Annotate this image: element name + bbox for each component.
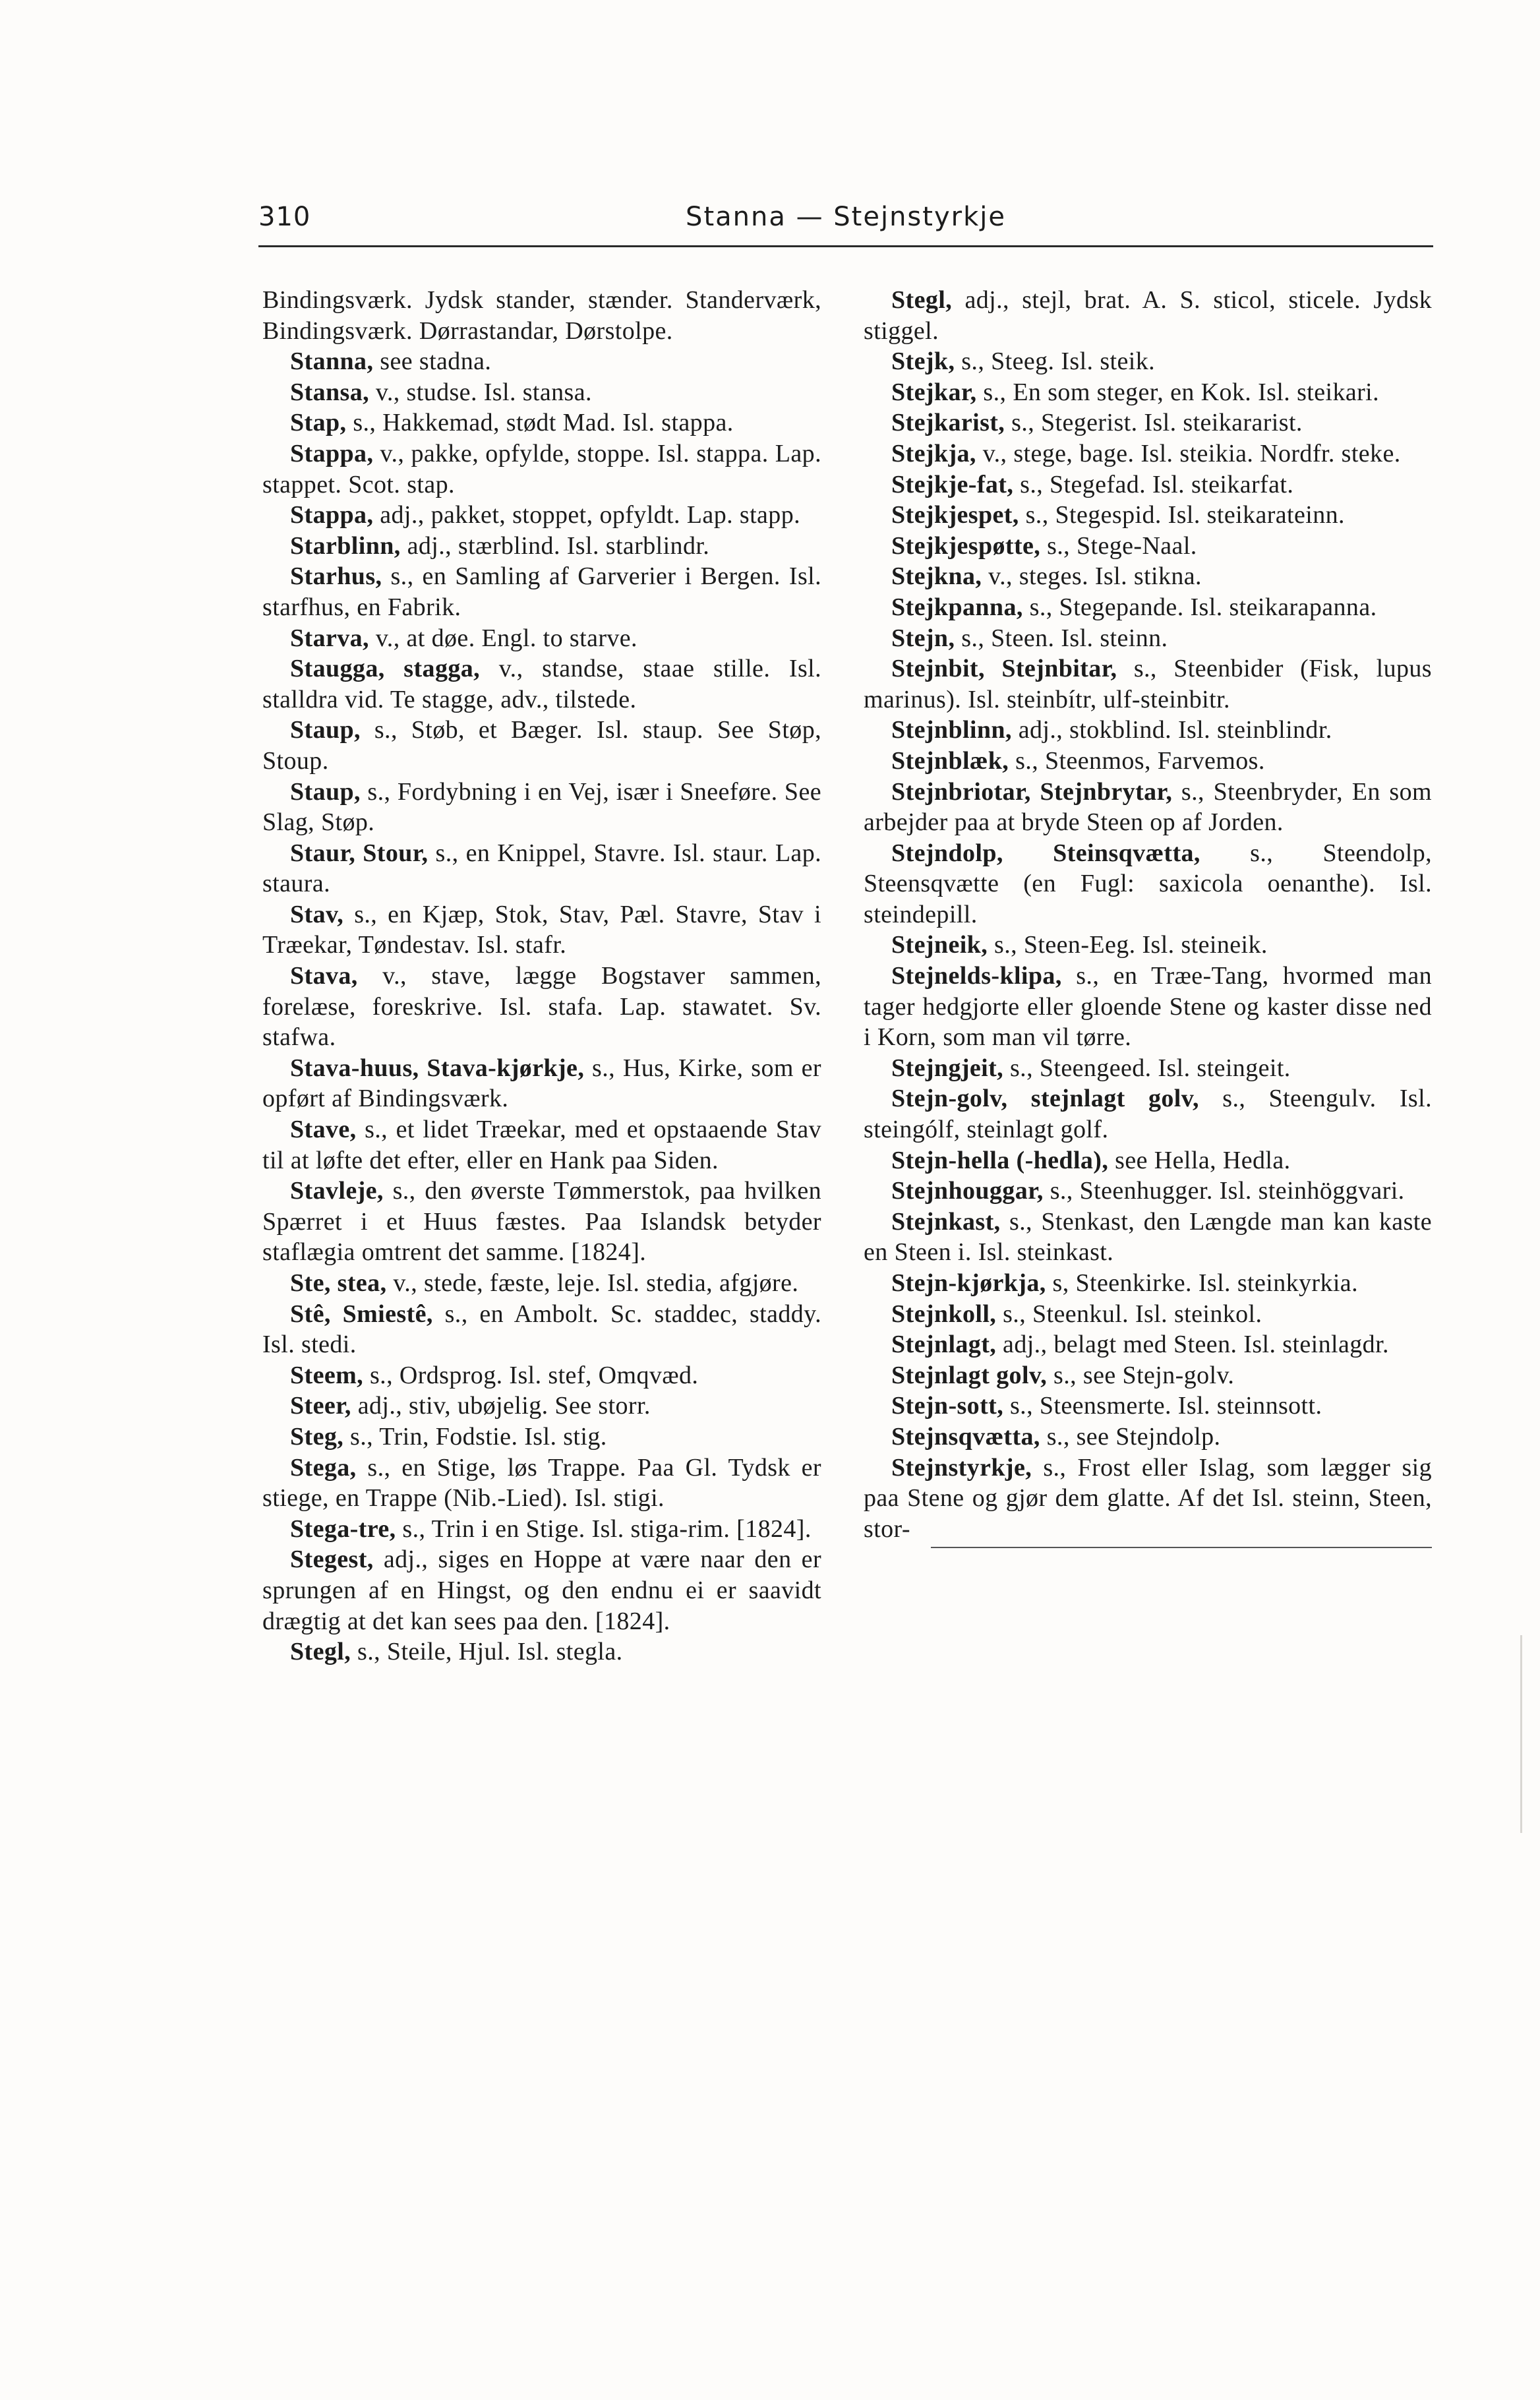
dictionary-entry (864, 500, 1432, 531)
page-number: 310 (258, 202, 311, 232)
entry-headword: Stejnstyrkje, (891, 1453, 1032, 1482)
entry-headword: Stanna, (290, 347, 374, 376)
entry-headword: Ste, stea, (290, 1269, 387, 1297)
entry-definition: s., see Stejn-golv. (1047, 1361, 1235, 1389)
entry-definition: s., en Samling af Garverier i Bergen. Isl. starfhus, en Fabrik. (262, 562, 821, 621)
dictionary-entry (262, 531, 821, 562)
dictionary-entry (864, 746, 1432, 777)
entry-definition: v., at døe. Engl. to starve. (369, 624, 637, 652)
entry-headword: Stejkna, (891, 562, 982, 591)
entry-headword: Staugga, stagga, (290, 655, 481, 683)
entry-definition: s., Steenbider (Fisk, lupus marinus). Isl. steinbítr, ulf-steinbitr. (864, 655, 1432, 713)
dictionary-entry (864, 777, 1432, 838)
dictionary-entry (864, 1299, 1432, 1330)
entry-headword: Stejnbriotar, Stejnbrytar, (891, 777, 1173, 806)
dictionary-entry (864, 377, 1432, 408)
entry-headword: Stejneik, (891, 931, 988, 959)
dictionary-entry (864, 1422, 1432, 1453)
dictionary-entry (864, 961, 1432, 1053)
entry-headword: Stejn, (891, 624, 955, 652)
entry-headword: Starva, (290, 624, 369, 652)
entry-definition: s., en Ambolt. Sc. staddec, staddy. Isl. stedi. (262, 1300, 822, 1359)
entry-headword: Staur, Stour, (290, 839, 429, 867)
dictionary-entry (864, 1360, 1432, 1391)
entry-headword: Steem, (290, 1361, 364, 1389)
entry-headword: Stejn-golv, stejnlagt golv, (891, 1085, 1199, 1113)
entry-definition: adj., stiv, ubøjelig. See storr. (351, 1392, 651, 1420)
entry-headword: Stejnlagt golv, (891, 1361, 1048, 1389)
dictionary-entry (864, 1207, 1432, 1268)
dictionary-entry (262, 1360, 821, 1391)
entry-headword: Stega, (290, 1453, 357, 1482)
dictionary-entry (864, 561, 1432, 592)
dictionary-entry (864, 1176, 1432, 1207)
entry-headword: Stejngjeit, (891, 1054, 1004, 1082)
right-column (864, 285, 1432, 1548)
dictionary-entry (262, 653, 821, 715)
entry-definition: s., et lidet Træekar, med et opstaaende Stav til at løfte det efter, eller en Hank paa Siden. (262, 1116, 821, 1174)
column-end-rule (931, 1547, 1432, 1548)
entry-definition: adj., stærblind. Isl. starblindr. (400, 531, 710, 560)
entry-definition: s., Stegespid. Isl. steikarateinn. (1019, 501, 1345, 529)
dictionary-entry (262, 1053, 821, 1114)
entry-definition: s., Steenkul. Isl. steinkol. (996, 1300, 1262, 1328)
entry-definition: s., Steensmerte. Isl. steinnsott. (1003, 1392, 1322, 1420)
entry-headword: Stava, (290, 962, 358, 990)
entry-headword: Stega-tre, (290, 1515, 396, 1543)
dictionary-entry (262, 1636, 821, 1667)
dictionary-entry (262, 715, 821, 776)
dictionary-entry (262, 1391, 821, 1422)
entry-definition: s., Steendolp, Steensqvætte (en Fugl: saxicola oenanthe). Isl. steindepill. (864, 839, 1432, 928)
dictionary-entry (262, 1422, 821, 1453)
entry-headword: Stejndolp, Steinsqvætta, (891, 839, 1200, 867)
entry-definition: s., Stegepande. Isl. steikarapanna. (1022, 593, 1377, 621)
entry-definition: s., Fordybning i en Vej, især i Sneeføre. See Slag, Støp. (262, 777, 821, 837)
dictionary-entry (262, 777, 821, 838)
dictionary-entry (864, 1268, 1432, 1299)
dictionary-entry (864, 1329, 1432, 1360)
entry-definition: s., Steengeed. Isl. steingeit. (1003, 1054, 1291, 1082)
entry-definition: s., Trin, Fodstie. Isl. stig. (343, 1422, 607, 1451)
entry-headword: Stejk, (891, 347, 955, 376)
dictionary-entry (262, 561, 821, 622)
dictionary-entry (262, 899, 821, 961)
dictionary-entry (864, 438, 1432, 469)
entry-definition: s., Steen. Isl. steinn. (955, 624, 1168, 652)
entry-headword: Stejkpanna, (891, 593, 1023, 621)
entry-headword: Starblinn, (290, 531, 401, 560)
entry-definition: s., en Træe-Tang, hvormed man tager hedgjorte eller gloende Stene og kaster disse ned i Korn, som man vil tørre. (864, 962, 1432, 1052)
entry-headword: Stejkarist, (891, 409, 1005, 437)
entry-definition: s., see Stejndolp. (1040, 1422, 1221, 1451)
entry-headword: Stejkar, (891, 378, 977, 406)
entry-headword: Stap, (290, 409, 347, 437)
entry-headword: Stejnblæk, (891, 746, 1009, 775)
dictionary-entry (262, 623, 821, 654)
entry-headword: Stejkja, (891, 439, 976, 467)
entry-definition: s., Hus, Kirke, som er opført af Bindingsværk. (262, 1054, 821, 1113)
entry-definition: s., Hakkemad, stødt Mad. Isl. stappa. (346, 409, 734, 437)
dictionary-entry (864, 1453, 1432, 1545)
entry-headword: Stappa, (290, 501, 374, 529)
entry-headword: Stejn-hella (-hedla), (891, 1146, 1109, 1174)
dictionary-entry (864, 838, 1432, 930)
entry-headword: Stavleje, (290, 1177, 384, 1205)
entry-definition: s., Stegefad. Isl. steikarfat. (1013, 470, 1294, 498)
dictionary-entry (262, 961, 821, 1053)
header-rule (258, 245, 1433, 247)
dictionary-entry (262, 407, 821, 438)
entry-definition: s., En som steger, en Kok. Isl. steikari. (976, 378, 1380, 406)
dictionary-entry (262, 1114, 821, 1176)
entry-definition: Bindingsværk. Jydsk stander, stænder. Standerværk, Bindingsværk. Dørrastandar, Dørstolpe. (262, 286, 821, 345)
entry-headword: Stejnblinn, (891, 716, 1012, 744)
entry-definition: v., pakke, opfylde, stoppe. Isl. stappa. Lap. stappet. Scot. stap. (262, 439, 821, 498)
entry-headword: Steg, (290, 1422, 344, 1451)
entry-definition: v., stave, lægge Bogstaver sammen, forelæse, foreskrive. Isl. stafa. Lap. stawatet. Sv. stafwa. (262, 962, 821, 1052)
entry-headword: Stejnbit, Stejnbitar, (891, 655, 1117, 683)
entry-headword: Stejnlagt, (891, 1331, 997, 1359)
entry-definition: s., Trin i en Stige. Isl. stiga-rim. [1824]. (396, 1515, 812, 1543)
entry-headword: Stegest, (290, 1545, 374, 1574)
dictionary-entry (262, 1514, 821, 1545)
dictionary-entry (864, 407, 1432, 438)
entry-headword: Stansa, (290, 378, 370, 406)
entry-definition: s., Steenhugger. Isl. steinhöggvari. (1043, 1177, 1405, 1205)
entry-headword: Stappa, (290, 439, 374, 467)
dictionary-entry (864, 715, 1432, 746)
dictionary-entry (262, 438, 821, 500)
entry-definition: s., Steen-Eeg. Isl. steineik. (988, 931, 1268, 959)
entry-definition: s., en Stige, løs Trappe. Paa Gl. Tydsk er stiege, en Trappe (Nib.-Lied). Isl. stigi. (262, 1453, 821, 1513)
dictionary-entry (864, 1053, 1432, 1084)
entry-definition: s., Frost eller Islag, som lægger sig paa Stene og gjør dem glatte. Af det Isl. steinn, Steen, stor- (864, 1453, 1432, 1543)
page-header (258, 195, 1433, 248)
entry-definition: s., en Knippel, Stavre. Isl. staur. Lap. staura. (262, 839, 821, 898)
entry-definition: see Hella, Hedla. (1108, 1146, 1291, 1174)
entry-headword: Stê, Smiestê, (290, 1300, 433, 1328)
entry-definition: s., Stenkast, den Længde man kan kaste en Steen i. Isl. steinkast. (864, 1207, 1432, 1267)
dictionary-entry (864, 1083, 1432, 1145)
entry-headword: Stejkje-fat, (891, 470, 1014, 498)
entry-definition: s., Stege-Naal. (1040, 531, 1197, 560)
dictionary-entry (864, 469, 1432, 500)
entry-headword: Stejn-kjørkja, (891, 1269, 1046, 1297)
dictionary-entry (864, 653, 1432, 715)
entry-headword: Stegl, (891, 286, 953, 314)
running-head: Stanna — Stejnstyrkje (686, 202, 1006, 232)
entry-definition: s., Steile, Hjul. Isl. stegla. (351, 1638, 623, 1666)
entry-definition: s., Steenbryder, En som arbejder paa at bryde Steen op af Jorden. (864, 777, 1432, 837)
dictionary-entry (864, 930, 1432, 961)
dictionary-entry (864, 531, 1432, 562)
entry-definition: s., Steengulv. Isl. steingólf, steinlagt golf. (864, 1085, 1432, 1144)
entry-definition: s., Støb, et Bæger. Isl. staup. See Støp, Stoup. (262, 716, 821, 775)
dictionary-entry (262, 1268, 821, 1299)
dictionary-entry (262, 1453, 821, 1514)
entry-headword: Stejnsqvætta, (891, 1422, 1040, 1451)
entry-definition: adj., stokblind. Isl. steinblindr. (1011, 716, 1332, 744)
dictionary-entry (262, 346, 821, 377)
dictionary-entry (864, 285, 1432, 346)
dictionary-entry (864, 592, 1432, 623)
dictionary-entry (262, 500, 821, 531)
dictionary-entry (262, 838, 821, 899)
entry-definition: v., steges. Isl. stikna. (982, 562, 1202, 591)
left-column (262, 285, 821, 1667)
entry-definition: adj., pakket, stoppet, opfyldt. Lap. stapp. (373, 501, 801, 529)
dictionary-entry (262, 1176, 821, 1268)
entry-headword: Steer, (290, 1392, 351, 1420)
entry-definition: s., Steenmos, Farvemos. (1009, 746, 1265, 775)
dictionary-entry (864, 346, 1432, 377)
entry-definition: v., stede, fæste, leje. Isl. stedia, afgjøre. (386, 1269, 799, 1297)
entry-definition: see stadna. (373, 347, 492, 376)
dictionary-entry (262, 1299, 821, 1360)
entry-headword: Stejn-sott, (891, 1392, 1004, 1420)
entry-definition: v., stege, bage. Isl. steikia. Nordfr. steke. (976, 439, 1401, 467)
entry-headword: Stejkjespet, (891, 501, 1019, 529)
dictionary-entry (262, 1544, 821, 1636)
entry-definition: adj., siges en Hoppe at være naar den er sprungen af en Hingst, og den endnu ei er saavidt drægtig at det kan sees paa den. [1824]. (262, 1545, 821, 1635)
entry-headword: Stave, (290, 1116, 357, 1144)
entry-headword: Stegl, (290, 1638, 351, 1666)
entry-definition: v., standse, staae stille. Isl. stalldra vid. Te stagge, adv., tilstede. (262, 655, 822, 713)
entry-definition: s., Steeg. Isl. steik. (955, 347, 1156, 376)
entry-headword: Stejnhouggar, (891, 1177, 1044, 1205)
entry-definition: s., Ordsprog. Isl. stef, Omqvæd. (363, 1361, 699, 1389)
entry-headword: Stav, (290, 900, 344, 928)
entry-definition: adj., stejl, brat. A. S. sticol, sticele. Jydsk stiggel. (864, 286, 1432, 345)
dictionary-entry (262, 377, 821, 408)
entry-definition: s., den øverste Tømmerstok, paa hvilken Spærret i et Huus fæstes. Paa Islandsk betyder staflægia omtrent det samme. [1824]. (262, 1177, 821, 1267)
entry-definition: adj., belagt med Steen. Isl. steinlagdr. (996, 1331, 1389, 1359)
dictionary-entry (864, 1145, 1432, 1176)
entry-definition: s., en Kjæp, Stok, Stav, Pæl. Stavre, Stav i Træekar, Tøndestav. Isl. stafr. (262, 900, 821, 959)
dictionary-entry (864, 623, 1432, 654)
entry-headword: Stava-huus, Stava-kjørkje, (290, 1054, 585, 1082)
scan-margin-mark (1520, 1635, 1522, 1833)
entry-definition: s, Steenkirke. Isl. steinkyrkia. (1046, 1269, 1358, 1297)
entry-headword: Staup, (290, 777, 361, 806)
entry-headword: Staup, (290, 716, 361, 744)
entry-headword: Stejnelds-klipa, (891, 962, 1062, 990)
entry-headword: Stejnkast, (891, 1207, 1001, 1236)
entry-headword: Stejkjespøtte, (891, 531, 1041, 560)
entry-definition: s., Stegerist. Isl. steikararist. (1005, 409, 1303, 437)
dictionary-entry (262, 285, 821, 346)
entry-headword: Starhus, (290, 562, 382, 591)
dictionary-entry (864, 1391, 1432, 1422)
entry-headword: Stejnkoll, (891, 1300, 997, 1328)
entry-definition: v., studse. Isl. stansa. (369, 378, 592, 406)
